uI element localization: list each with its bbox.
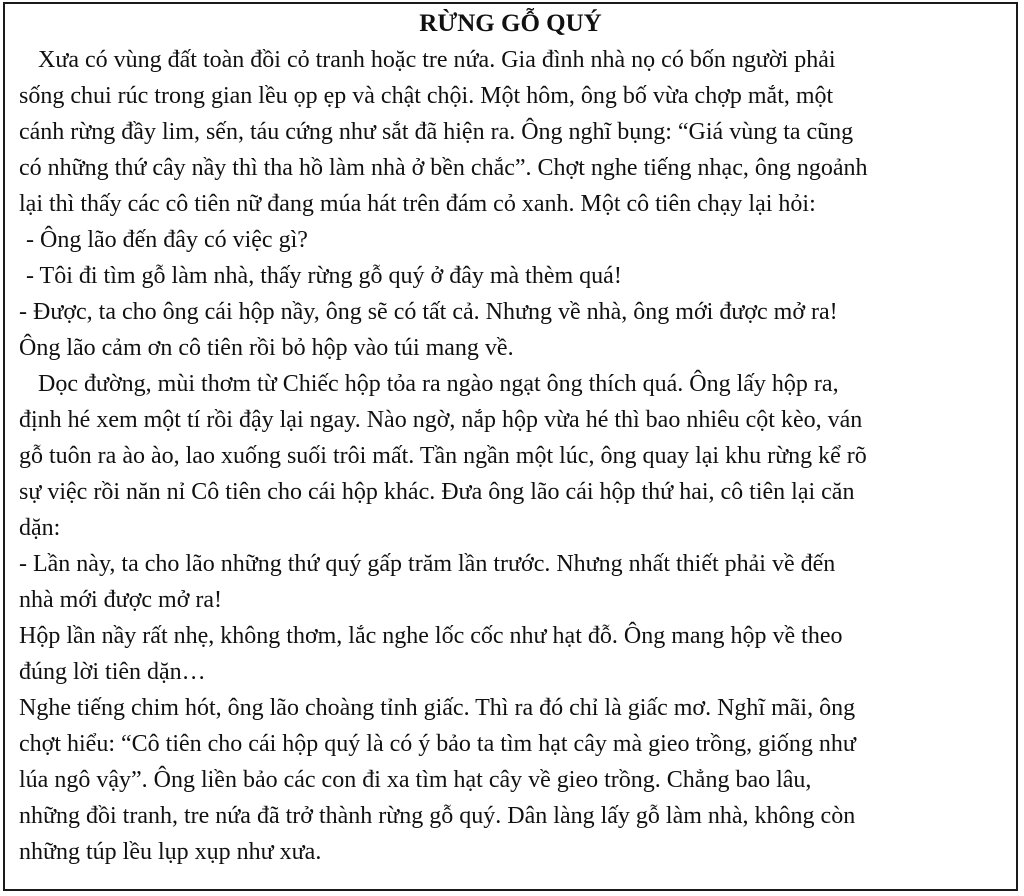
story-line: sự việc rồi năn nỉ Cô tiên cho cái hộp khác. Đưa ông lão cái hộp thứ hai, cô tiên lại căn	[19, 479, 855, 505]
dialogue-line: - Ông lão đến đây có việc gì?	[26, 227, 308, 253]
story-line: sống chui rúc trong gian lều ọp ẹp và chật chội. Một hôm, ông bố vừa chợp mắt, một	[19, 83, 834, 109]
dialogue-line: - Lần này, ta cho lão những thứ quý gấp trăm lần trước. Nhưng nhất thiết phải về đến	[19, 551, 836, 577]
story-line: những đồi tranh, tre nứa đã trở thành rừng gỗ quý. Dân làng lấy gỗ làm nhà, không còn	[19, 803, 856, 829]
story-line: lúa ngô vậy”. Ông liền bảo các con đi xa tìm hạt cây về gieo trồng. Chẳng bao lâu,	[19, 767, 812, 793]
dialogue-line: - Được, ta cho ông cái hộp nầy, ông sẽ có tất cả. Nhưng về nhà, ông mới được mở ra!	[19, 299, 838, 325]
dialogue-line: - Tôi đi tìm gỗ làm nhà, thấy rừng gỗ quý ở đây mà thèm quá!	[26, 263, 622, 289]
story-line: Hộp lần nầy rất nhẹ, không thơm, lắc nghe lốc cốc như hạt đỗ. Ông mang hộp về theo	[19, 623, 843, 649]
story-line: định hé xem một tí rồi đậy lại ngay. Nào ngờ, nắp hộp vừa hé thì bao nhiêu cột kèo, ván	[19, 407, 863, 433]
dialogue-line: nhà mới được mở ra!	[19, 587, 223, 613]
story-line: Dọc đường, mùi thơm từ Chiếc hộp tỏa ra ngào ngạt ông thích quá. Ông lấy hộp ra,	[38, 371, 839, 397]
story-line: gỗ tuôn ra ào ào, lao xuống suối trôi mất. Tần ngần một lúc, ông quay lại khu rừng kể rõ	[19, 443, 867, 469]
story-line: Xưa có vùng đất toàn đồi cỏ tranh hoặc tre nứa. Gia đình nhà nọ có bốn người phải	[38, 47, 836, 73]
story-line: Nghe tiếng chim hót, ông lão choàng tỉnh giấc. Thì ra đó chỉ là giấc mơ. Nghĩ mãi, ông	[19, 695, 856, 721]
story-line: cánh rừng đầy lim, sến, táu cứng như sắt đã hiện ra. Ông nghĩ bụng: “Giá vùng ta cũng	[19, 119, 854, 145]
story-line: dặn:	[19, 515, 61, 541]
story-line: chợt hiểu: “Cô tiên cho cái hộp quý là có ý bảo ta tìm hạt cây mà gieo trồng, giống như	[19, 731, 856, 757]
story-line: có những thứ cây nầy thì tha hồ làm nhà ở bền chắc”. Chợt nghe tiếng nhạc, ông ngoảnh	[19, 155, 868, 181]
story-line: lại thì thấy các cô tiên nữ đang múa hát trên đám cỏ xanh. Một cô tiên chạy lại hỏi:	[19, 191, 816, 217]
story-title: RỪNG GỖ QUÝ	[419, 10, 602, 37]
story-frame	[3, 2, 1018, 891]
story-line: những túp lều lụp xụp như xưa.	[19, 839, 322, 865]
story-line: đúng lời tiên dặn…	[19, 659, 206, 685]
story-line: Ông lão cảm ơn cô tiên rồi bỏ hộp vào túi mang về.	[19, 335, 514, 361]
